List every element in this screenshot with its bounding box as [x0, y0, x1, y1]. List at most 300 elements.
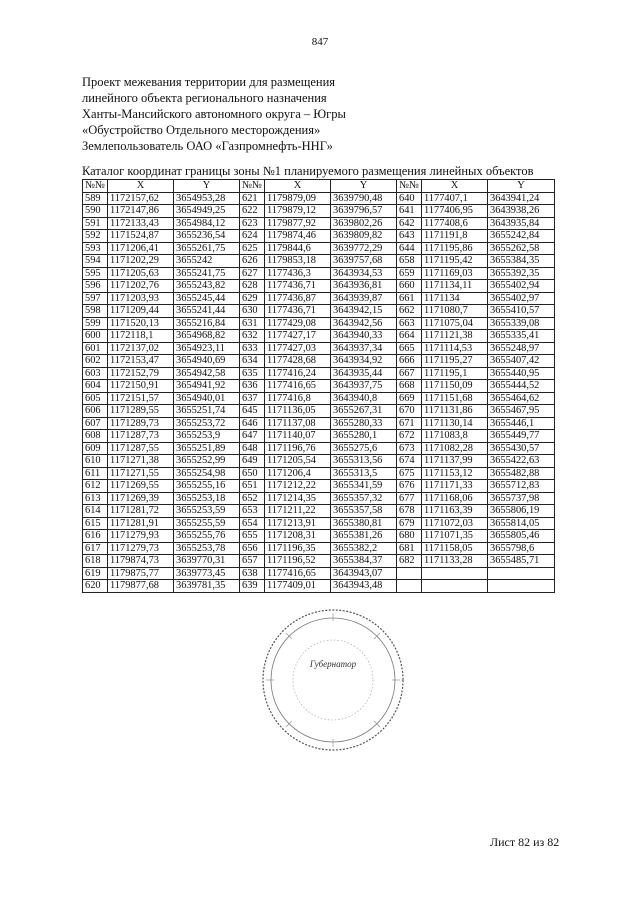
- table-row: [83, 367, 555, 380]
- table-cell: 3643934,53: [331, 267, 397, 280]
- table-cell: 1171171,33: [422, 480, 488, 493]
- table-cell: 3655407,42: [488, 355, 555, 368]
- table-cell: 625: [240, 242, 265, 255]
- table-cell: 665: [397, 342, 422, 355]
- table-cell: 1172153,47: [108, 355, 174, 368]
- table-row: [83, 442, 555, 455]
- official-seal-stamp: [258, 605, 408, 755]
- table-cell: 679: [397, 517, 422, 530]
- table-cell: 1177416,8: [265, 392, 331, 405]
- table-cell: 1171195,1: [422, 367, 488, 380]
- table-cell: 3655335,41: [488, 330, 555, 343]
- table-row: [83, 242, 555, 255]
- table-cell: 1171121,38: [422, 330, 488, 343]
- table-cell: 1171212,22: [265, 480, 331, 493]
- table-cell: 591: [83, 217, 108, 230]
- table-cell: 645: [240, 405, 265, 418]
- table-cell: 1171214,35: [265, 492, 331, 505]
- table-cell: 629: [240, 292, 265, 305]
- table-cell: 3654923,11: [174, 342, 240, 355]
- table-cell: 1177406,95: [422, 205, 488, 218]
- table-cell: 1171196,52: [265, 555, 331, 568]
- table-cell: 3655253,59: [174, 505, 240, 518]
- table-cell: 3639781,35: [174, 580, 240, 593]
- table-cell: 1172151,57: [108, 392, 174, 405]
- table-row: [83, 430, 555, 443]
- table-cell: 3655384,37: [331, 555, 397, 568]
- header-line: Проект межевания территории для размещения: [82, 75, 336, 89]
- table-row: [83, 467, 555, 480]
- table-cell: 3643940,33: [331, 330, 397, 343]
- table-cell: 1171168,06: [422, 492, 488, 505]
- table-cell: 3655482,88: [488, 467, 555, 480]
- table-cell: 1171205,54: [265, 455, 331, 468]
- table-cell: 3655255,16: [174, 480, 240, 493]
- table-cell: 651: [240, 480, 265, 493]
- table-cell: 1171281,72: [108, 505, 174, 518]
- table-cell: 637: [240, 392, 265, 405]
- table-cell: 1171524,87: [108, 230, 174, 243]
- table-cell: 630: [240, 305, 265, 318]
- table-row: [83, 292, 555, 305]
- table-cell: 3655392,35: [488, 267, 555, 280]
- header-line: Ханты-Мансийского автономного округа – Югры: [82, 107, 346, 121]
- table-cell: 1179853,18: [265, 255, 331, 268]
- table-row: [83, 417, 555, 430]
- table-cell: 656: [240, 542, 265, 555]
- table-cell: 3655737,98: [488, 492, 555, 505]
- table-row: [83, 505, 555, 518]
- table-cell: 3655216,84: [174, 317, 240, 330]
- table-cell: 3655806,19: [488, 505, 555, 518]
- table-cell: 3655255,59: [174, 517, 240, 530]
- table-cell: 1172137,02: [108, 342, 174, 355]
- table-cell: 603: [83, 367, 108, 380]
- table-cell: 3655402,97: [488, 292, 555, 305]
- table-cell: 3655241,75: [174, 267, 240, 280]
- table-cell: 1177416,65: [265, 567, 331, 580]
- stamp-text: Губернатор: [309, 659, 357, 669]
- table-cell: 622: [240, 205, 265, 218]
- table-cell: 659: [397, 267, 422, 280]
- table-cell: 643: [397, 230, 422, 243]
- table-cell: 3655243,82: [174, 280, 240, 293]
- table-row: [83, 205, 555, 218]
- table-cell: 3655261,75: [174, 242, 240, 255]
- table-cell: 602: [83, 355, 108, 368]
- table-cell: 606: [83, 405, 108, 418]
- table-cell: 1171150,09: [422, 380, 488, 393]
- table-body: [83, 192, 555, 592]
- table-row: [83, 580, 555, 593]
- table-cell: 3643937,75: [331, 380, 397, 393]
- table-cell: 3654953,28: [174, 192, 240, 205]
- table-cell: 1171211,22: [265, 505, 331, 518]
- table-cell: 674: [397, 455, 422, 468]
- table-cell: 1171287,55: [108, 442, 174, 455]
- table-cell: 1171191,8: [422, 230, 488, 243]
- table-cell: 1177416,24: [265, 367, 331, 380]
- table-cell: 1171130,14: [422, 417, 488, 430]
- table-cell: 609: [83, 442, 108, 455]
- table-cell: 1171151,68: [422, 392, 488, 405]
- table-cell: 657: [240, 555, 265, 568]
- table-cell: 608: [83, 430, 108, 443]
- table-cell: 594: [83, 255, 108, 268]
- table-cell: 3655485,71: [488, 555, 555, 568]
- table-cell: 663: [397, 317, 422, 330]
- table-cell: 3639809,82: [331, 230, 397, 243]
- table-cell: 647: [240, 430, 265, 443]
- table-cell: 3655380,81: [331, 517, 397, 530]
- table-cell: 3655430,57: [488, 442, 555, 455]
- table-cell: 3643937,34: [331, 342, 397, 355]
- table-cell: 1179877,92: [265, 217, 331, 230]
- column-header: X: [108, 180, 174, 193]
- table-cell: 658: [397, 255, 422, 268]
- table-cell: 641: [397, 205, 422, 218]
- table-cell: 1171133,28: [422, 555, 488, 568]
- table-cell: 3655440,95: [488, 367, 555, 380]
- table-cell: 1171203,93: [108, 292, 174, 305]
- table-cell: 611: [83, 467, 108, 480]
- table-cell: 660: [397, 280, 422, 293]
- table-cell: 3655280,1: [331, 430, 397, 443]
- table-cell: 3655444,52: [488, 380, 555, 393]
- table-cell: 1177416,65: [265, 380, 331, 393]
- table-cell: 593: [83, 242, 108, 255]
- table-cell: 3655712,83: [488, 480, 555, 493]
- table-cell: 672: [397, 430, 422, 443]
- table-cell: 3655357,32: [331, 492, 397, 505]
- table-cell: 1177427,17: [265, 330, 331, 343]
- table-cell: 3655449,77: [488, 430, 555, 443]
- table-cell: 598: [83, 305, 108, 318]
- table-cell: 3654949,25: [174, 205, 240, 218]
- table-cell: 610: [83, 455, 108, 468]
- table-cell: 639: [240, 580, 265, 593]
- table-cell: 3643943,48: [331, 580, 397, 593]
- table-cell: 3639802,26: [331, 217, 397, 230]
- table-row: [83, 317, 555, 330]
- table-cell: 599: [83, 317, 108, 330]
- table-cell: 1171153,12: [422, 467, 488, 480]
- table-cell: 3643941,24: [488, 192, 555, 205]
- table-cell: [422, 580, 488, 593]
- table-cell: 590: [83, 205, 108, 218]
- table-cell: 3655446,1: [488, 417, 555, 430]
- table-cell: 678: [397, 505, 422, 518]
- table-cell: 669: [397, 392, 422, 405]
- table-cell: 1171137,99: [422, 455, 488, 468]
- table-cell: 1171075,04: [422, 317, 488, 330]
- table-cell: 1177428,68: [265, 355, 331, 368]
- table-row: [83, 542, 555, 555]
- table-cell: 3655251,89: [174, 442, 240, 455]
- table-cell: 617: [83, 542, 108, 555]
- table-cell: 668: [397, 380, 422, 393]
- table-cell: 597: [83, 292, 108, 305]
- table-cell: 600: [83, 330, 108, 343]
- sheet-footer: Лист 82 из 82: [490, 835, 560, 849]
- table-cell: 677: [397, 492, 422, 505]
- table-cell: 3639772,29: [331, 242, 397, 255]
- table-cell: 3655248,97: [488, 342, 555, 355]
- table-cell: 682: [397, 555, 422, 568]
- table-cell: 638: [240, 567, 265, 580]
- table-cell: 3654942,58: [174, 367, 240, 380]
- table-cell: 1171206,41: [108, 242, 174, 255]
- document-header: [82, 74, 562, 154]
- table-cell: 3655254,98: [174, 467, 240, 480]
- table-cell: 3643942,15: [331, 305, 397, 318]
- table-cell: 1171279,93: [108, 530, 174, 543]
- table-cell: 1171071,35: [422, 530, 488, 543]
- table-cell: 1171080,7: [422, 305, 488, 318]
- table-cell: 1179844,6: [265, 242, 331, 255]
- table-cell: 1171082,28: [422, 442, 488, 455]
- table-row: [83, 280, 555, 293]
- table-cell: 1179877,68: [108, 580, 174, 593]
- table-cell: 1179875,77: [108, 567, 174, 580]
- column-header: Y: [174, 180, 240, 193]
- table-cell: 3655255,76: [174, 530, 240, 543]
- table-row: [83, 492, 555, 505]
- table-cell: 632: [240, 330, 265, 343]
- coordinates-table: [82, 179, 555, 593]
- table-cell: 653: [240, 505, 265, 518]
- table-row: [83, 480, 555, 493]
- table-cell: 1177427,03: [265, 342, 331, 355]
- table-cell: 3643934,92: [331, 355, 397, 368]
- table-row: [83, 455, 555, 468]
- table-cell: [397, 567, 422, 580]
- table-cell: 1177429,08: [265, 317, 331, 330]
- table-cell: 681: [397, 542, 422, 555]
- table-cell: 620: [83, 580, 108, 593]
- table-row: [83, 392, 555, 405]
- table-cell: 3643942,56: [331, 317, 397, 330]
- table-cell: 1171195,86: [422, 242, 488, 255]
- table-cell: 1177436,71: [265, 280, 331, 293]
- table-cell: 1171072,03: [422, 517, 488, 530]
- table-cell: 3655242,84: [488, 230, 555, 243]
- table-cell: 3655464,62: [488, 392, 555, 405]
- table-cell: 3655339,08: [488, 317, 555, 330]
- table-cell: 3654984,12: [174, 217, 240, 230]
- table-cell: 1171163,39: [422, 505, 488, 518]
- table-cell: 3655253,72: [174, 417, 240, 430]
- table-cell: 640: [397, 192, 422, 205]
- table-cell: 592: [83, 230, 108, 243]
- table-cell: 3655402,94: [488, 280, 555, 293]
- table-cell: [397, 580, 422, 593]
- table-cell: 624: [240, 230, 265, 243]
- table-row: [83, 380, 555, 393]
- table-cell: 1171279,73: [108, 542, 174, 555]
- table-cell: 648: [240, 442, 265, 455]
- table-cell: 3655236,54: [174, 230, 240, 243]
- table-cell: 3639796,57: [331, 205, 397, 218]
- table-row: [83, 355, 555, 368]
- table-cell: 614: [83, 505, 108, 518]
- table-cell: 1172157,62: [108, 192, 174, 205]
- table-cell: 1172118,1: [108, 330, 174, 343]
- table-cell: 673: [397, 442, 422, 455]
- table-cell: 618: [83, 555, 108, 568]
- table-cell: 1177407,1: [422, 192, 488, 205]
- table-cell: 3655381,26: [331, 530, 397, 543]
- table-cell: 1171269,55: [108, 480, 174, 493]
- table-cell: 596: [83, 280, 108, 293]
- table-cell: 1171213,91: [265, 517, 331, 530]
- table-cell: 1171136,05: [265, 405, 331, 418]
- column-header: №№: [83, 180, 108, 193]
- table-cell: 3655313,56: [331, 455, 397, 468]
- table-cell: 615: [83, 517, 108, 530]
- table-cell: [488, 580, 555, 593]
- table-cell: 664: [397, 330, 422, 343]
- table-cell: 680: [397, 530, 422, 543]
- table-cell: 662: [397, 305, 422, 318]
- column-header: Y: [488, 180, 555, 193]
- table-cell: 1179879,12: [265, 205, 331, 218]
- table-cell: 1177408,6: [422, 217, 488, 230]
- table-cell: 3643940,8: [331, 392, 397, 405]
- table-cell: 1171281,91: [108, 517, 174, 530]
- table-cell: 1171134: [422, 292, 488, 305]
- table-cell: 1171140,07: [265, 430, 331, 443]
- table-cell: 1177436,3: [265, 267, 331, 280]
- table-cell: 649: [240, 455, 265, 468]
- table-row: [83, 342, 555, 355]
- table-cell: 3654941,92: [174, 380, 240, 393]
- table-cell: 650: [240, 467, 265, 480]
- table-header-row: [83, 180, 555, 193]
- table-cell: 3655267,31: [331, 405, 397, 418]
- table-cell: 667: [397, 367, 422, 380]
- table-row: [83, 217, 555, 230]
- table-cell: 601: [83, 342, 108, 355]
- table-cell: 654: [240, 517, 265, 530]
- table-cell: 1179874,73: [108, 555, 174, 568]
- table-cell: 634: [240, 355, 265, 368]
- table-cell: 1172133,43: [108, 217, 174, 230]
- table-cell: 635: [240, 367, 265, 380]
- table-cell: 675: [397, 467, 422, 480]
- table-cell: 1171269,39: [108, 492, 174, 505]
- table-cell: 670: [397, 405, 422, 418]
- table-cell: 3639773,45: [174, 567, 240, 580]
- table-cell: 589: [83, 192, 108, 205]
- table-cell: 655: [240, 530, 265, 543]
- catalog-title: Каталог координат границы зоны №1 планируемого размещения линейных объектов: [82, 164, 534, 178]
- table-cell: 676: [397, 480, 422, 493]
- table-cell: 1171202,29: [108, 255, 174, 268]
- table-cell: 1172147,86: [108, 205, 174, 218]
- column-header: №№: [397, 180, 422, 193]
- table-cell: 3639770,31: [174, 555, 240, 568]
- table-cell: 642: [397, 217, 422, 230]
- table-cell: 3655251,74: [174, 405, 240, 418]
- table-cell: 1171206,4: [265, 467, 331, 480]
- table-cell: 1179879,09: [265, 192, 331, 205]
- table-cell: 1171134,11: [422, 280, 488, 293]
- table-cell: 1171195,42: [422, 255, 488, 268]
- table-cell: 1171158,05: [422, 542, 488, 555]
- table-cell: 619: [83, 567, 108, 580]
- table-cell: 1171287,73: [108, 430, 174, 443]
- table-cell: 3643939,87: [331, 292, 397, 305]
- table-cell: 1177409,01: [265, 580, 331, 593]
- table-cell: 1172152,79: [108, 367, 174, 380]
- table-cell: 3654968,82: [174, 330, 240, 343]
- table-cell: 3655814,05: [488, 517, 555, 530]
- table-cell: 666: [397, 355, 422, 368]
- table-cell: 3655253,9: [174, 430, 240, 443]
- column-header: X: [422, 180, 488, 193]
- table-cell: 1171195,27: [422, 355, 488, 368]
- table-cell: 623: [240, 217, 265, 230]
- table-cell: 3655245,44: [174, 292, 240, 305]
- table-cell: 1171083,8: [422, 430, 488, 443]
- column-header: X: [265, 180, 331, 193]
- table-row: [83, 330, 555, 343]
- page-number: 847: [311, 36, 329, 48]
- table-cell: 1177436,71: [265, 305, 331, 318]
- table-cell: 646: [240, 417, 265, 430]
- table-cell: 1171131,86: [422, 405, 488, 418]
- table-cell: 1171271,55: [108, 467, 174, 480]
- table-cell: 3655805,46: [488, 530, 555, 543]
- table-cell: 3655242: [174, 255, 240, 268]
- table-cell: 1171289,73: [108, 417, 174, 430]
- table-cell: 626: [240, 255, 265, 268]
- table-cell: 627: [240, 267, 265, 280]
- table-row: [83, 517, 555, 530]
- table-row: [83, 555, 555, 568]
- table-cell: 3655357,58: [331, 505, 397, 518]
- table-cell: 1177436,87: [265, 292, 331, 305]
- column-header: №№: [240, 180, 265, 193]
- table-cell: 3655467,95: [488, 405, 555, 418]
- table-cell: 3643938,26: [488, 205, 555, 218]
- table-cell: 605: [83, 392, 108, 405]
- header-line: «Обустройство Отдельного месторождения»: [82, 123, 321, 137]
- table-cell: 1171137,08: [265, 417, 331, 430]
- table-cell: [422, 567, 488, 580]
- table-cell: 3655341,59: [331, 480, 397, 493]
- table-cell: 1171271,38: [108, 455, 174, 468]
- table-cell: 3655798,6: [488, 542, 555, 555]
- table-cell: 631: [240, 317, 265, 330]
- table-cell: 1171289,55: [108, 405, 174, 418]
- table-cell: 3643935,44: [331, 367, 397, 380]
- table-cell: 1171205,63: [108, 267, 174, 280]
- table-row: [83, 305, 555, 318]
- table-cell: 3655382,2: [331, 542, 397, 555]
- table-cell: 3655252,99: [174, 455, 240, 468]
- table-cell: 636: [240, 380, 265, 393]
- table-cell: 604: [83, 380, 108, 393]
- table-cell: 612: [83, 480, 108, 493]
- table-cell: 1171196,35: [265, 542, 331, 555]
- table-row: [83, 530, 555, 543]
- table-cell: 3639790,48: [331, 192, 397, 205]
- column-header: Y: [331, 180, 397, 193]
- table-cell: 1171169,03: [422, 267, 488, 280]
- table-cell: 616: [83, 530, 108, 543]
